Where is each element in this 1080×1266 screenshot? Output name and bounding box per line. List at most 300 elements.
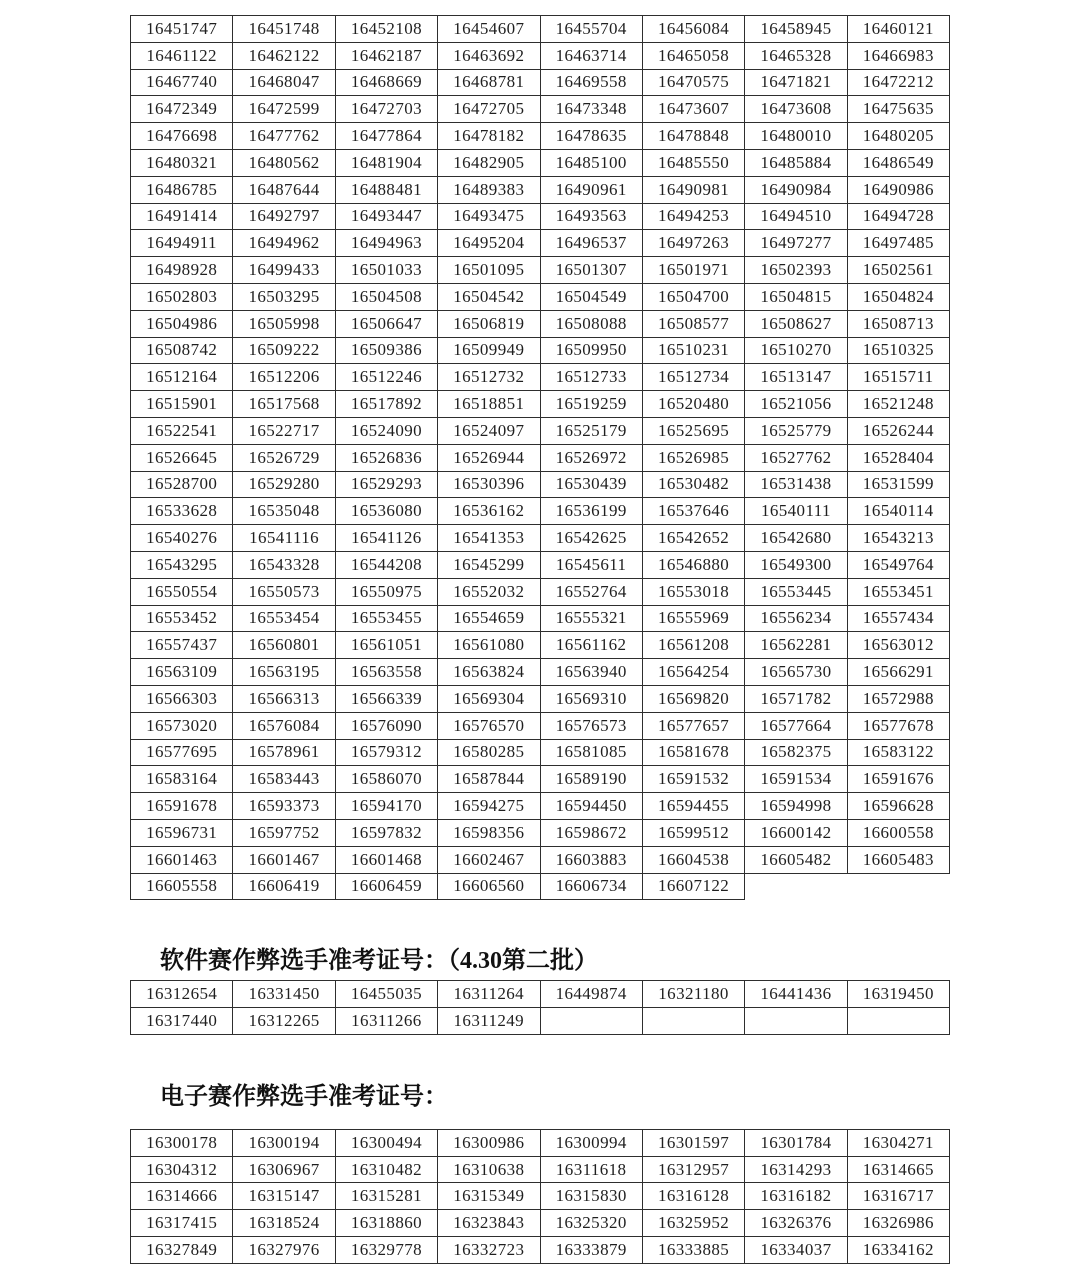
candidate-id-cell: 16329778 [335, 1237, 437, 1264]
candidate-id-cell: 16509386 [335, 337, 437, 364]
candidate-id-cell: 16561080 [438, 632, 540, 659]
candidate-id-cell: 16314666 [131, 1183, 233, 1210]
electronic-candidate-id-table [130, 1129, 950, 1264]
candidate-id-cell: 16311249 [438, 1008, 540, 1035]
candidate-id-cell: 16315281 [335, 1183, 437, 1210]
candidate-id-cell: 16597752 [233, 819, 335, 846]
candidate-id-cell: 16550554 [131, 578, 233, 605]
candidate-id-cell: 16300194 [233, 1129, 335, 1156]
table-row [131, 551, 950, 578]
candidate-id-cell: 16317440 [131, 1008, 233, 1035]
candidate-id-cell: 16515711 [847, 364, 949, 391]
candidate-id-cell: 16502393 [745, 257, 847, 284]
candidate-id-cell: 16485884 [745, 149, 847, 176]
candidate-id-cell: 16522541 [131, 417, 233, 444]
candidate-id-cell: 16510231 [642, 337, 744, 364]
candidate-id-cell: 16598672 [540, 819, 642, 846]
candidate-id-cell: 16312265 [233, 1008, 335, 1035]
candidate-id-cell: 16506647 [335, 310, 437, 337]
table-row [131, 1156, 950, 1183]
candidate-id-cell: 16469558 [540, 69, 642, 96]
candidate-id-cell: 16522717 [233, 417, 335, 444]
candidate-id-cell: 16473608 [745, 96, 847, 123]
candidate-id-cell: 16542680 [745, 525, 847, 552]
candidate-id-cell: 16301597 [642, 1129, 744, 1156]
candidate-id-cell: 16512733 [540, 364, 642, 391]
candidate-id-cell: 16485550 [642, 149, 744, 176]
candidate-id-cell: 16333885 [642, 1237, 744, 1264]
candidate-id-cell: 16524090 [335, 417, 437, 444]
candidate-id-cell: 16508627 [745, 310, 847, 337]
candidate-id-cell: 16508088 [540, 310, 642, 337]
candidate-id-cell: 16304271 [847, 1129, 949, 1156]
candidate-id-cell: 16510270 [745, 337, 847, 364]
table-row [131, 1237, 950, 1264]
candidate-id-cell: 16462122 [233, 42, 335, 69]
table-row [131, 793, 950, 820]
candidate-id-cell: 16549300 [745, 551, 847, 578]
candidate-id-cell: 16503295 [233, 283, 335, 310]
candidate-id-cell: 16488481 [335, 176, 437, 203]
candidate-id-cell: 16317415 [131, 1210, 233, 1237]
candidate-id-cell: 16569310 [540, 685, 642, 712]
candidate-id-cell: 16561208 [642, 632, 744, 659]
candidate-id-cell: 16587844 [438, 766, 540, 793]
candidate-id-cell: 16311264 [438, 981, 540, 1008]
candidate-id-cell: 16326376 [745, 1210, 847, 1237]
candidate-id-cell: 16508713 [847, 310, 949, 337]
table-row [131, 444, 950, 471]
candidate-id-cell: 16550975 [335, 578, 437, 605]
candidate-id-cell: 16606734 [540, 873, 642, 900]
candidate-id-cell: 16480562 [233, 149, 335, 176]
table-row [131, 257, 950, 284]
candidate-id-cell: 16490981 [642, 176, 744, 203]
candidate-id-cell: 16583122 [847, 739, 949, 766]
candidate-id-cell: 16565730 [745, 659, 847, 686]
candidate-id-cell: 16315147 [233, 1183, 335, 1210]
candidate-id-cell: 16478635 [540, 123, 642, 150]
candidate-id-cell: 16506819 [438, 310, 540, 337]
candidate-id-cell: 16473607 [642, 96, 744, 123]
candidate-id-cell: 16540114 [847, 498, 949, 525]
candidate-id-cell: 16554659 [438, 605, 540, 632]
candidate-id-cell: 16583164 [131, 766, 233, 793]
table-row [131, 16, 950, 43]
candidate-id-cell: 16460121 [847, 16, 949, 43]
candidate-id-cell: 16497277 [745, 230, 847, 257]
candidate-id-cell: 16501307 [540, 257, 642, 284]
candidate-id-cell: 16475635 [847, 96, 949, 123]
candidate-id-cell: 16579312 [335, 739, 437, 766]
candidate-id-cell: 16502803 [131, 283, 233, 310]
candidate-id-cell: 16499433 [233, 257, 335, 284]
candidate-id-cell: 16596628 [847, 793, 949, 820]
candidate-id-cell: 16517892 [335, 391, 437, 418]
candidate-id-cell: 16562281 [745, 632, 847, 659]
candidate-id-cell [847, 1008, 949, 1035]
table-row [131, 739, 950, 766]
candidate-id-cell: 16493447 [335, 203, 437, 230]
table-row [131, 123, 950, 150]
candidate-id-cell: 16606419 [233, 873, 335, 900]
candidate-id-cell: 16467740 [131, 69, 233, 96]
candidate-id-cell: 16552764 [540, 578, 642, 605]
candidate-id-cell: 16505998 [233, 310, 335, 337]
candidate-id-cell: 16486549 [847, 149, 949, 176]
candidate-id-cell: 16494728 [847, 203, 949, 230]
table-row [131, 69, 950, 96]
candidate-id-cell: 16312957 [642, 1156, 744, 1183]
candidate-id-cell: 16526944 [438, 444, 540, 471]
candidate-id-cell: 16494962 [233, 230, 335, 257]
candidate-id-cell: 16536199 [540, 498, 642, 525]
candidate-id-cell: 16327976 [233, 1237, 335, 1264]
candidate-id-cell: 16601467 [233, 846, 335, 873]
table-row [131, 1183, 950, 1210]
candidate-id-cell: 16504824 [847, 283, 949, 310]
candidate-id-cell: 16571782 [745, 685, 847, 712]
candidate-id-cell: 16504986 [131, 310, 233, 337]
candidate-id-cell: 16494253 [642, 203, 744, 230]
candidate-id-cell: 16601468 [335, 846, 437, 873]
candidate-id-cell: 16468047 [233, 69, 335, 96]
table-row [131, 846, 950, 873]
candidate-id-cell: 16573020 [131, 712, 233, 739]
candidate-id-cell: 16510325 [847, 337, 949, 364]
candidate-id-cell: 16521248 [847, 391, 949, 418]
candidate-id-cell: 16526985 [642, 444, 744, 471]
candidate-id-cell [642, 1008, 744, 1035]
candidate-id-cell: 16476698 [131, 123, 233, 150]
candidate-id-cell: 16569304 [438, 685, 540, 712]
candidate-id-cell: 16449874 [540, 981, 642, 1008]
candidate-id-cell: 16576570 [438, 712, 540, 739]
candidate-id-cell: 16544208 [335, 551, 437, 578]
candidate-id-cell: 16301784 [745, 1129, 847, 1156]
candidate-id-cell: 16563012 [847, 632, 949, 659]
candidate-id-cell: 16553018 [642, 578, 744, 605]
candidate-id-cell: 16468669 [335, 69, 437, 96]
candidate-id-cell: 16463692 [438, 42, 540, 69]
candidate-id-cell: 16451747 [131, 16, 233, 43]
candidate-id-cell: 16525779 [745, 417, 847, 444]
candidate-id-cell: 16552032 [438, 578, 540, 605]
candidate-id-cell: 16311618 [540, 1156, 642, 1183]
table-row [131, 578, 950, 605]
candidate-id-cell: 16461122 [131, 42, 233, 69]
candidate-id-cell: 16327849 [131, 1237, 233, 1264]
candidate-id-cell: 16512246 [335, 364, 437, 391]
candidate-id-cell: 16480205 [847, 123, 949, 150]
candidate-id-cell: 16557437 [131, 632, 233, 659]
candidate-id-cell: 16596731 [131, 819, 233, 846]
candidate-id-cell: 16455704 [540, 16, 642, 43]
candidate-id-cell: 16472703 [335, 96, 437, 123]
candidate-id-cell: 16561051 [335, 632, 437, 659]
candidate-id-cell: 16540111 [745, 498, 847, 525]
candidate-id-cell: 16543213 [847, 525, 949, 552]
candidate-id-cell: 16490986 [847, 176, 949, 203]
candidate-id-cell: 16546880 [642, 551, 744, 578]
candidate-id-cell: 16454607 [438, 16, 540, 43]
candidate-id-cell: 16512734 [642, 364, 744, 391]
candidate-id-cell: 16477864 [335, 123, 437, 150]
candidate-id-cell: 16314665 [847, 1156, 949, 1183]
candidate-id-cell: 16504700 [642, 283, 744, 310]
candidate-id-cell: 16525179 [540, 417, 642, 444]
candidate-id-cell: 16315349 [438, 1183, 540, 1210]
candidate-id-cell: 16502561 [847, 257, 949, 284]
candidate-id-cell: 16321180 [642, 981, 744, 1008]
candidate-id-cell: 16455035 [335, 981, 437, 1008]
candidate-id-cell: 16563824 [438, 659, 540, 686]
candidate-id-cell: 16497263 [642, 230, 744, 257]
candidate-id-cell: 16553454 [233, 605, 335, 632]
software-section-heading: 软件赛作弊选手准考证号：（4.30第二批） [160, 948, 598, 975]
candidate-id-cell: 16586070 [335, 766, 437, 793]
table-row [131, 1008, 950, 1035]
table-row [131, 1129, 950, 1156]
candidate-id-cell: 16323843 [438, 1210, 540, 1237]
candidate-id-cell: 16541126 [335, 525, 437, 552]
candidate-id-cell: 16542625 [540, 525, 642, 552]
candidate-id-cell: 16314293 [745, 1156, 847, 1183]
candidate-id-cell: 16526972 [540, 444, 642, 471]
table-row [131, 659, 950, 686]
candidate-id-cell: 16577695 [131, 739, 233, 766]
candidate-id-cell: 16518851 [438, 391, 540, 418]
candidate-id-cell: 16576090 [335, 712, 437, 739]
candidate-id-cell: 16566339 [335, 685, 437, 712]
candidate-id-cell: 16501033 [335, 257, 437, 284]
table-row [131, 391, 950, 418]
candidate-id-cell: 16480010 [745, 123, 847, 150]
candidate-id-cell: 16492797 [233, 203, 335, 230]
candidate-id-cell: 16441436 [745, 981, 847, 1008]
candidate-id-cell: 16315830 [540, 1183, 642, 1210]
candidate-id-cell: 16473348 [540, 96, 642, 123]
candidate-id-cell: 16325320 [540, 1210, 642, 1237]
table-row [131, 873, 950, 900]
candidate-id-cell: 16606459 [335, 873, 437, 900]
candidate-id-cell: 16519259 [540, 391, 642, 418]
candidate-id-cell: 16508742 [131, 337, 233, 364]
candidate-id-cell: 16545611 [540, 551, 642, 578]
candidate-id-cell: 16543328 [233, 551, 335, 578]
table-row [131, 283, 950, 310]
candidate-id-cell: 16543295 [131, 551, 233, 578]
candidate-id-cell: 16566303 [131, 685, 233, 712]
table-row [131, 819, 950, 846]
candidate-id-cell: 16458945 [745, 16, 847, 43]
candidate-id-cell: 16528404 [847, 444, 949, 471]
table-row [131, 632, 950, 659]
candidate-id-cell: 16316717 [847, 1183, 949, 1210]
candidate-id-cell: 16493475 [438, 203, 540, 230]
candidate-id-cell: 16525695 [642, 417, 744, 444]
candidate-id-cell: 16509222 [233, 337, 335, 364]
candidate-id-cell: 16563109 [131, 659, 233, 686]
candidate-id-cell: 16331450 [233, 981, 335, 1008]
candidate-id-cell: 16605483 [847, 846, 949, 873]
candidate-id-cell: 16452108 [335, 16, 437, 43]
candidate-id-cell: 16478182 [438, 123, 540, 150]
candidate-id-cell: 16563940 [540, 659, 642, 686]
candidate-id-cell: 16316182 [745, 1183, 847, 1210]
candidate-id-cell: 16334162 [847, 1237, 949, 1264]
candidate-id-cell: 16581678 [642, 739, 744, 766]
electronic-section-heading: 电子赛作弊选手准考证号： [160, 1083, 448, 1110]
candidate-id-cell: 16515901 [131, 391, 233, 418]
table-row [131, 766, 950, 793]
candidate-id-cell: 16531599 [847, 471, 949, 498]
candidate-id-cell: 16471821 [745, 69, 847, 96]
candidate-id-cell: 16576084 [233, 712, 335, 739]
candidate-id-cell: 16300986 [438, 1129, 540, 1156]
candidate-id-cell: 16310638 [438, 1156, 540, 1183]
candidate-id-cell: 16491414 [131, 203, 233, 230]
candidate-id-cell: 16490984 [745, 176, 847, 203]
candidate-id-cell: 16530482 [642, 471, 744, 498]
candidate-id-cell: 16319450 [847, 981, 949, 1008]
candidate-id-cell: 16594455 [642, 793, 744, 820]
candidate-id-cell: 16468781 [438, 69, 540, 96]
table-row [131, 364, 950, 391]
candidate-id-cell: 16304312 [131, 1156, 233, 1183]
candidate-id-cell: 16481904 [335, 149, 437, 176]
candidate-id-cell: 16576573 [540, 712, 642, 739]
candidate-id-cell: 16553455 [335, 605, 437, 632]
candidate-id-cell: 16318524 [233, 1210, 335, 1237]
candidate-id-cell: 16512206 [233, 364, 335, 391]
candidate-id-cell: 16553451 [847, 578, 949, 605]
candidate-id-cell: 16478848 [642, 123, 744, 150]
candidate-id-cell: 16580285 [438, 739, 540, 766]
candidate-id-cell: 16553452 [131, 605, 233, 632]
candidate-id-cell: 16536162 [438, 498, 540, 525]
candidate-id-cell: 16472599 [233, 96, 335, 123]
candidate-id-cell: 16521056 [745, 391, 847, 418]
candidate-id-cell: 16591534 [745, 766, 847, 793]
candidate-id-cell: 16333879 [540, 1237, 642, 1264]
candidate-id-cell: 16577678 [847, 712, 949, 739]
candidate-id-cell: 16601463 [131, 846, 233, 873]
candidate-id-cell: 16310482 [335, 1156, 437, 1183]
candidate-id-cell: 16509949 [438, 337, 540, 364]
candidate-id-cell: 16482905 [438, 149, 540, 176]
candidate-id-cell: 16594450 [540, 793, 642, 820]
candidate-id-cell: 16545299 [438, 551, 540, 578]
candidate-id-cell: 16465058 [642, 42, 744, 69]
table-row [131, 310, 950, 337]
table-row [131, 471, 950, 498]
candidate-id-cell: 16594998 [745, 793, 847, 820]
candidate-id-cell: 16540276 [131, 525, 233, 552]
candidate-id-cell: 16526836 [335, 444, 437, 471]
candidate-id-cell: 16600142 [745, 819, 847, 846]
candidate-id-cell: 16591678 [131, 793, 233, 820]
candidate-id-cell: 16564254 [642, 659, 744, 686]
software-candidate-id-table [130, 980, 950, 1035]
candidate-id-cell: 16591532 [642, 766, 744, 793]
candidate-id-cell: 16594275 [438, 793, 540, 820]
candidate-id-cell: 16537646 [642, 498, 744, 525]
candidate-id-cell: 16529293 [335, 471, 437, 498]
candidate-id-cell: 16561162 [540, 632, 642, 659]
candidate-id-cell: 16495204 [438, 230, 540, 257]
candidate-id-cell: 16508577 [642, 310, 744, 337]
candidate-id-cell: 16599512 [642, 819, 744, 846]
table-row [131, 176, 950, 203]
candidate-id-cell: 16462187 [335, 42, 437, 69]
candidate-id-cell: 16526244 [847, 417, 949, 444]
candidate-id-cell: 16566313 [233, 685, 335, 712]
candidate-id-cell: 16486785 [131, 176, 233, 203]
candidate-id-cell: 16555321 [540, 605, 642, 632]
candidate-id-cell: 16325952 [642, 1210, 744, 1237]
candidate-id-cell [540, 1008, 642, 1035]
candidate-id-cell: 16603883 [540, 846, 642, 873]
table-row [131, 42, 950, 69]
candidate-id-cell: 16582375 [745, 739, 847, 766]
candidate-id-cell: 16477762 [233, 123, 335, 150]
candidate-id-cell: 16470575 [642, 69, 744, 96]
candidate-id-cell: 16312654 [131, 981, 233, 1008]
candidate-id-cell: 16566291 [847, 659, 949, 686]
candidate-id-cell: 16472212 [847, 69, 949, 96]
candidate-id-cell: 16487644 [233, 176, 335, 203]
candidate-id-cell: 16549764 [847, 551, 949, 578]
table-row [131, 337, 950, 364]
candidate-id-cell: 16541353 [438, 525, 540, 552]
candidate-id-cell: 16594170 [335, 793, 437, 820]
table-row [131, 498, 950, 525]
candidate-id-cell: 16456084 [642, 16, 744, 43]
candidate-id-cell: 16485100 [540, 149, 642, 176]
candidate-id-cell: 16465328 [745, 42, 847, 69]
candidate-id-cell: 16560801 [233, 632, 335, 659]
candidate-id-cell: 16466983 [847, 42, 949, 69]
candidate-id-cell: 16581085 [540, 739, 642, 766]
candidate-id-cell: 16490961 [540, 176, 642, 203]
candidate-id-cell: 16602467 [438, 846, 540, 873]
candidate-id-cell: 16535048 [233, 498, 335, 525]
candidate-id-cell: 16513147 [745, 364, 847, 391]
candidate-id-cell: 16572988 [847, 685, 949, 712]
candidate-id-cell: 16536080 [335, 498, 437, 525]
candidate-id-cell: 16607122 [642, 873, 744, 900]
table-row [131, 981, 950, 1008]
table-row [131, 1210, 950, 1237]
candidate-id-cell: 16504542 [438, 283, 540, 310]
table-row [131, 230, 950, 257]
table-row [131, 605, 950, 632]
candidate-id-cell: 16326986 [847, 1210, 949, 1237]
candidate-id-cell: 16318860 [335, 1210, 437, 1237]
candidate-id-cell: 16528700 [131, 471, 233, 498]
candidate-id-cell: 16526645 [131, 444, 233, 471]
candidate-id-cell: 16597832 [335, 819, 437, 846]
candidate-id-cell: 16569820 [642, 685, 744, 712]
candidate-id-cell: 16472705 [438, 96, 540, 123]
candidate-id-cell: 16504815 [745, 283, 847, 310]
candidate-id-cell: 16520480 [642, 391, 744, 418]
candidate-id-cell: 16512732 [438, 364, 540, 391]
candidate-id-cell: 16496537 [540, 230, 642, 257]
table-row [131, 149, 950, 176]
candidate-id-cell: 16553445 [745, 578, 847, 605]
